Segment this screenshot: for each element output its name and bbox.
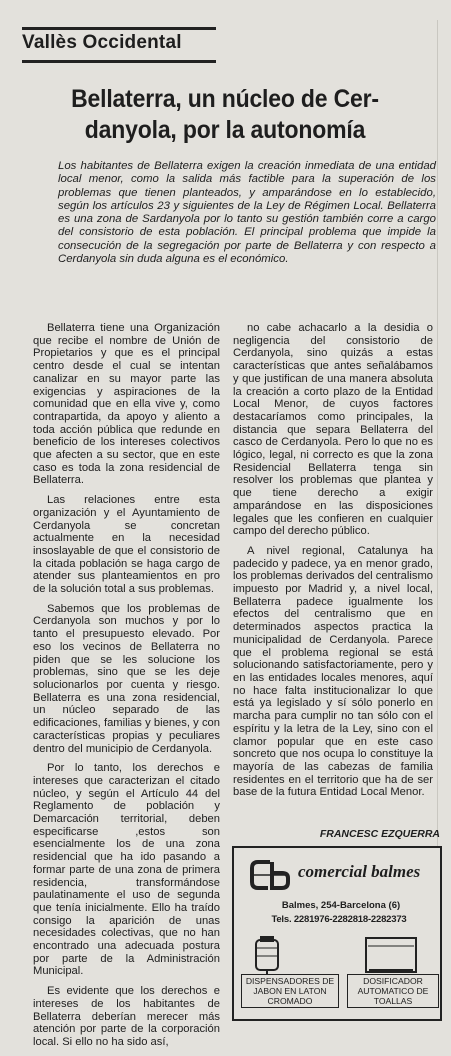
paragraph: Es evidente que los derechos e intereses de los habitantes de Bellaterra deberían merecer más atención por parte de la corporación local. Si ello no ha sido así, xyxy=(33,985,220,1048)
body-column-right xyxy=(233,322,433,806)
product-label-soap-dispenser: DISPENSADORES DE JABON EN LATON CROMADO xyxy=(241,974,339,1008)
section-header: Vallès Occidental xyxy=(22,27,216,63)
product-label-towel-dispenser: DOSIFICADOR AUTOMATICO DE TOALLAS xyxy=(347,974,439,1008)
article-headline xyxy=(46,84,405,146)
article-lead: Los habitantes de Bellaterra exigen la creación inmediata de una entidad local menor, como la salida más factible para la superación de los problemas que tienen planteados, y amparándose en lo establecido, según los artículos 23 y siguientes de la Ley de Régimen Local. Bellaterra es una zona de Sardanyola por lo tanto su gestión también corre a cargo del consistorio de esta población. El principal problema que impide la consecución de la segregación por parte de Bellaterra y con respecto a Cerdanyola sin duda alguna es el económico. xyxy=(58,160,436,266)
paragraph: Bellaterra tiene una Organización que recibe el nombre de Unión de Propietarios y que es el principal centro desde el cual se intentan canalizar en su mayor parte las exigencias y aspiraciones de la comunidad que en ella vive y, como contrapartida, da apoyo y aliento a toda acción pública que redunde en beneficio de los intereses colectivos que afecten a su sector, que en este caso es toda la zona residencial de Bellaterra. xyxy=(33,322,220,487)
paragraph: Las relaciones entre esta organización y el Ayuntamiento de Cerdanyola se concretan actualmente en la necesidad insoslayable de que el consistorio de la citada población se haga cargo de atender sus planteamientos en pro de la solución total a sus problemas. xyxy=(33,494,220,596)
body-column-left xyxy=(33,322,220,1056)
headline-line-2: danyola, por la autonomía xyxy=(84,116,366,144)
paragraph: no cabe achacarlo a la desidia o negligencia del consistorio de Cerdanyola, sino quizás a estas características que antes señalábamos y que justifican de una manera absoluta la creación a corto plazo de la Entidad Local Menor, de cuyos factores destacaríamos como principales, la distancia que separa Bellaterra del casco de Cerdanyola. Pero lo que no es lógico, legal, ni correcto es que la zona Residencial Bellaterra tenga sin resolver los problemas que plantea y que tiene derecho a exigir amparándose en las disposiciones legales que les confieren en cualquier campo del derecho público. xyxy=(233,322,433,538)
ad-brand: comercial balmes xyxy=(298,862,421,881)
author-byline: FRANCESC EZQUERRA xyxy=(319,828,440,840)
paragraph: Por lo tanto, los derechos e intereses que caracterizan el citado núcleo, y según el Artículo 44 del Reglamento de población y Demarcación territorial, deben especificarse ,estos son esencialmente los de una zona residencial que ha ido pasando a formar parte de una zona de primera residencia, transformándose paulatinamente el uso de segunda que tenía inicialmente. Ello ha traído consigo la aparición de unas necesidades colectivas, que no han encontrado una adecuada postura por parte de la Administración Municipal. xyxy=(33,762,220,978)
paragraph: Sabemos que los problemas de Cerdanyola son muchos y por lo tanto el presupuesto elevado. Por eso los vecinos de Bellaterra no piden que se les solucione los problemas, sino que se les deje solucionarlos por cuenta y riesgo. Bellaterra es una zona residencial, un núcleo separado de las edificaciones, familias y bienes, y con características propias y peculiares dentro del municipio de Cerdanyola. xyxy=(33,602,220,755)
advertisement xyxy=(232,846,442,1021)
cb-logo-icon xyxy=(250,858,290,892)
headline-line-1: Bellaterra, un núcleo de Cer- xyxy=(71,85,379,113)
paragraph: A nivel regional, Catalunya ha padecido y padece, ya en menor grado, los problemas derivados del centralismo impuesto por Madrid y, a nivel local, Bellaterra padece igualmente los efectos del centralismo que en determinados aspectos practica la municipalidad de Cerdanyola. Parece que el problema regional se está solucionando satisfactoriamente, pero y en las entidades locales menores, aquí no hace falta institucionalizar lo que está ya legislado y sí sólo ponerlo en marcha para cumplir no tan sólo con el espíritu y la letra de la Ley, sino con el clamor popular que en este caso soncreto que nos ocupa lo constituye la mayoría de las cabezas de familia residentes en el territorio que ha de ser base de la futura Entidad Local Menor. xyxy=(233,544,433,799)
ad-address: Balmes, 254-Barcelona (6) xyxy=(281,900,401,911)
ad-phones: Tels. 2281976-2282818-2282373 xyxy=(271,914,407,925)
